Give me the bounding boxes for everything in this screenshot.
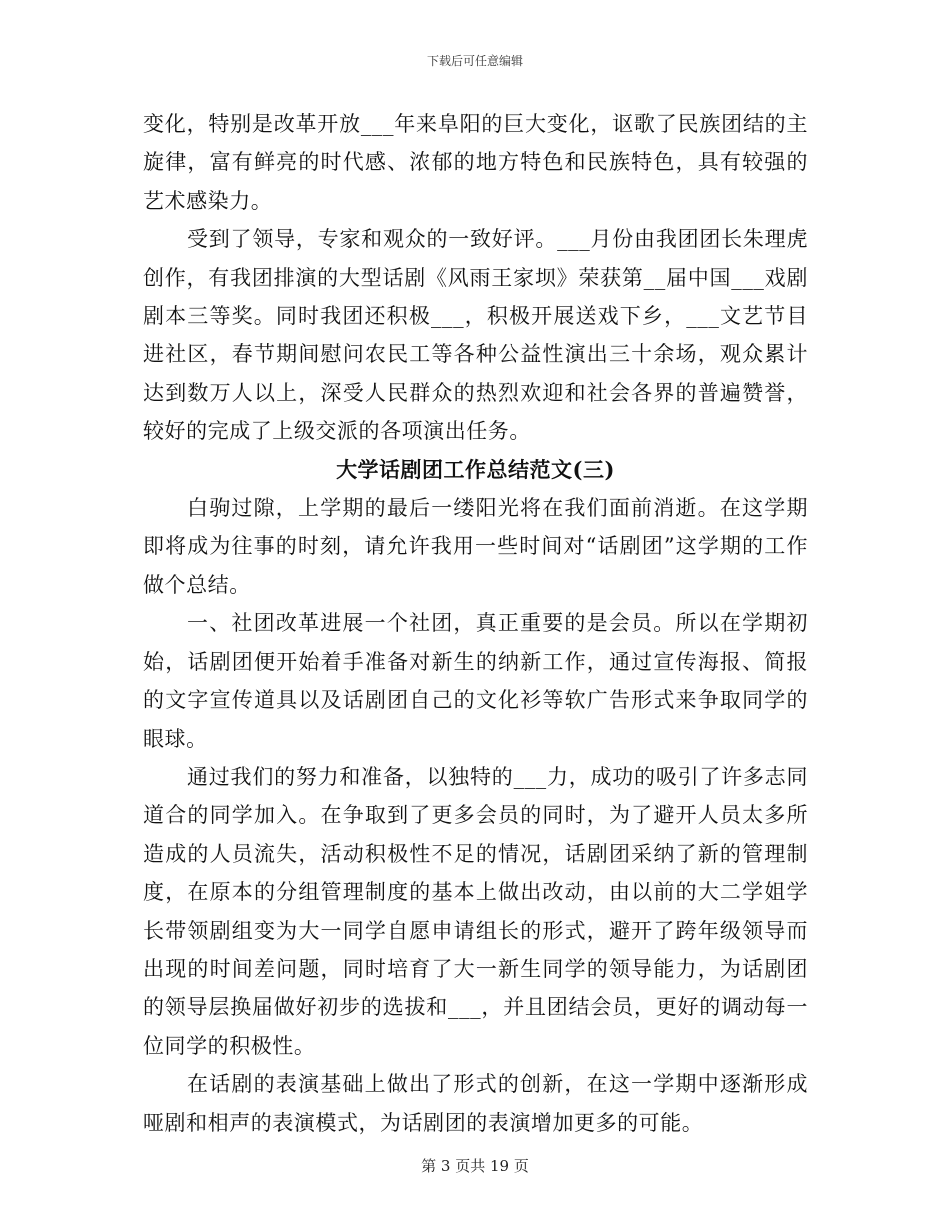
paragraph-intro: 白驹过隙，上学期的最后一缕阳光将在我们面前消逝。在这学期即将成为往事的时刻，请允许我用一些时间对“话剧团”这学期的工作做个总结。 [143,496,808,597]
document-body [143,105,808,1142]
paragraph-management: 通过我们的努力和准备，以独特的___力，成功的吸引了许多志同道合的同学加入。在争取到了更多会员的同时，为了避开人员太多所造成的人员流失，活动积极性不足的情况，话剧团采纳了新的管理制度，在原本的分组管理制度的基本上做出改动，由以前的大二学姐学长带领剧组变为大一同学自愿申请组长的形式，避开了跨年级领导而出现的时间差问题，同时培育了大一新生同学的领导能力，为话剧团的领导层换届做好初步的选拔和___，并且团结会员，更好的调动每一位同学的积极性。 [143,764,808,1058]
paragraph-innovation: 在话剧的表演基础上做出了形式的创新，在这一学期中逐渐形成哑剧和相声的表演模式，为话剧团的表演增加更多的可能。 [143,1072,808,1135]
page-header: 下载后可任意编辑 [426,54,523,68]
paragraph-continued: 变化，特别是改革开放___年来阜阳的巨大变化，讴歌了民族团结的主旋律，富有鲜亮的时代感、浓郁的地方特色和民族特色，具有较强的艺术感染力。 [143,112,808,213]
page-number: 第 3 页共 19 页 [421,1157,529,1175]
section-title: 大学话剧团工作总结范文(三) [336,456,615,482]
paragraph-reform: 一、社团改革进展一个社团，真正重要的是会员。所以在学期初始，话剧团便开始着手准备对新生的纳新工作，通过宣传海报、简报的文字宣传道具以及话剧团自己的文化衫等软广告形式来争取同学的眼球。 [143,611,808,751]
paragraph-awards: 受到了领导，专家和观众的一致好评。___月份由我团团长朱理虎创作，有我团排演的大型话剧《风雨王家坝》荣获第__届中国___戏剧剧本三等奖。同时我团还积极___，积极开展送戏下乡，___文艺节目进社区，春节期间慰问农民工等各种公益性演出三十余场，观众累计达到数万人以上，深受人民群众的热烈欢迎和社会各界的普遍赞誉，较好的完成了上级交派的各项演出任务。 [143,227,808,444]
